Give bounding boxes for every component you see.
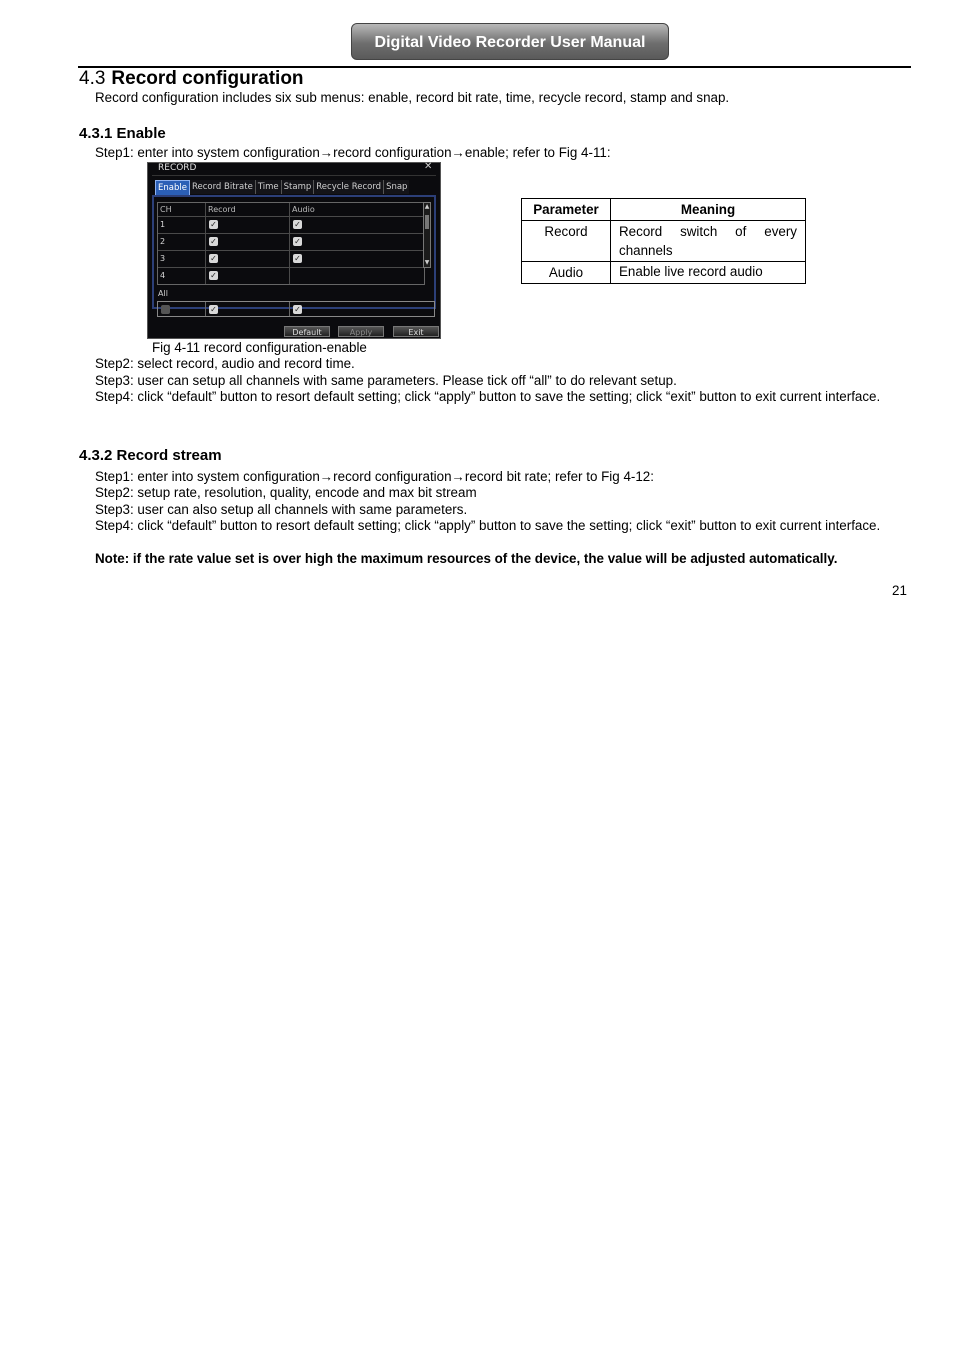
stream-step4: Step4: click “default” button to resort default setting; click “apply” button to save the setting; click “exit” button to exit current interface. bbox=[95, 518, 881, 533]
record-cell bbox=[206, 268, 290, 284]
table-row bbox=[158, 268, 424, 284]
exit-button[interactable]: Exit bbox=[393, 326, 439, 337]
tab-record-bitrate[interactable]: Record Bitrate bbox=[190, 180, 256, 194]
record-checkbox[interactable]: ✓ bbox=[210, 220, 217, 229]
default-button[interactable]: Default bbox=[284, 326, 330, 337]
table-row bbox=[158, 217, 424, 234]
record-cell bbox=[206, 251, 290, 267]
record-checkbox[interactable]: ✓ bbox=[210, 237, 217, 246]
audio-checkbox[interactable]: ✓ bbox=[294, 237, 301, 246]
enable-heading: 4.3.1 Enable bbox=[79, 125, 166, 142]
table-row bbox=[158, 234, 424, 251]
parameter-cell: Record bbox=[522, 221, 611, 262]
stream-heading: 4.3.2 Record stream bbox=[79, 447, 222, 464]
scroll-thumb[interactable] bbox=[425, 215, 429, 229]
meaning-cell: Enable live record audio bbox=[611, 262, 806, 284]
manual-title-badge: Digital Video Recorder User Manual bbox=[351, 23, 669, 60]
column-header-audio: Audio bbox=[292, 205, 315, 214]
scroll-down-icon[interactable]: ▼ bbox=[424, 259, 430, 266]
tab-stamp[interactable]: Stamp bbox=[282, 180, 315, 194]
record-dialog-screenshot bbox=[147, 162, 441, 339]
enable-step2: Step2: select record, audio and record time. bbox=[95, 356, 355, 371]
dialog-buttons bbox=[148, 326, 440, 338]
channel-number: 4 bbox=[158, 268, 206, 284]
page-number: 21 bbox=[892, 583, 907, 598]
channel-panel bbox=[152, 195, 436, 314]
column-header-ch: CH bbox=[158, 203, 206, 216]
dialog-title: RECORD bbox=[158, 163, 197, 173]
table-row bbox=[522, 221, 806, 262]
record-checkbox[interactable]: ✓ bbox=[210, 271, 217, 280]
stream-step2: Step2: setup rate, resolution, quality, encode and max bit stream bbox=[95, 485, 477, 500]
audio-checkbox[interactable]: ✓ bbox=[294, 220, 301, 229]
audio-cell bbox=[290, 268, 424, 284]
figure-caption: Fig 4-11 record configuration-enable bbox=[152, 340, 367, 355]
channel-number: 2 bbox=[158, 234, 206, 250]
tab-enable[interactable]: Enable bbox=[155, 180, 190, 196]
all-channels-row bbox=[157, 301, 435, 317]
dialog-tabs bbox=[155, 180, 409, 194]
channel-scrollbar[interactable] bbox=[423, 202, 431, 268]
tab-snap[interactable]: Snap bbox=[386, 182, 408, 192]
stream-step3: Step3: user can also setup all channels with same parameters. bbox=[95, 502, 468, 517]
dialog-divider bbox=[152, 175, 436, 176]
section-number: 4.3 bbox=[79, 68, 106, 89]
audio-cell bbox=[290, 251, 424, 267]
meaning-cell: Record switch of every channels bbox=[611, 221, 806, 262]
grid-header-row bbox=[158, 203, 424, 217]
channel-grid bbox=[157, 202, 425, 285]
column-header-record: Record bbox=[206, 203, 290, 216]
table-header-row bbox=[522, 199, 806, 221]
record-cell bbox=[206, 234, 290, 250]
apply-button[interactable]: Apply bbox=[338, 326, 384, 337]
section-title: Record configuration bbox=[111, 68, 304, 89]
close-icon[interactable]: ✕ bbox=[424, 161, 433, 172]
audio-checkbox[interactable]: ✓ bbox=[294, 254, 301, 263]
parameter-table bbox=[521, 198, 806, 284]
all-audio-checkbox[interactable]: ✓ bbox=[294, 305, 301, 314]
parameter-cell: Audio bbox=[522, 262, 611, 284]
table-row bbox=[158, 251, 424, 268]
channel-number: 3 bbox=[158, 251, 206, 267]
all-record-checkbox[interactable]: ✓ bbox=[210, 305, 217, 314]
record-checkbox[interactable]: ✓ bbox=[210, 254, 217, 263]
scroll-up-icon[interactable]: ▲ bbox=[424, 203, 430, 210]
enable-step4: Step4: click “default” button to resort default setting; click “apply” button to save the setting; click “exit” button to exit current interface. bbox=[95, 389, 881, 404]
all-record-cell bbox=[206, 302, 290, 316]
all-audio-cell bbox=[290, 302, 434, 316]
audio-cell bbox=[290, 234, 424, 250]
parameter-header: Parameter bbox=[522, 199, 611, 221]
stream-step1: Step1: enter into system configuration→record configuration→record bit rate; refer to Fig 4-12: bbox=[95, 469, 654, 484]
enable-step3: Step3: user can setup all channels with same parameters. Please tick off “all” to do relevant setup. bbox=[95, 373, 677, 388]
meaning-header: Meaning bbox=[611, 199, 806, 221]
enable-step1: Step1: enter into system configuration→record configuration→enable; refer to Fig 4-11: bbox=[95, 145, 611, 160]
record-cell bbox=[206, 217, 290, 233]
all-checkbox[interactable] bbox=[161, 305, 170, 314]
table-row bbox=[522, 262, 806, 284]
audio-cell bbox=[290, 217, 424, 233]
tab-time[interactable]: Time bbox=[256, 180, 282, 194]
section-heading bbox=[79, 68, 304, 90]
section-intro: Record configuration includes six sub menus: enable, record bit rate, time, recycle record, stamp and snap. bbox=[95, 90, 730, 105]
channel-number: 1 bbox=[158, 217, 206, 233]
all-select-cell bbox=[158, 302, 206, 316]
stream-note: Note: if the rate value set is over high the maximum resources of the device, the value will be adjusted automatically. bbox=[95, 551, 838, 566]
all-label: All bbox=[158, 289, 168, 298]
tab-recycle-record[interactable]: Recycle Record bbox=[314, 180, 384, 194]
